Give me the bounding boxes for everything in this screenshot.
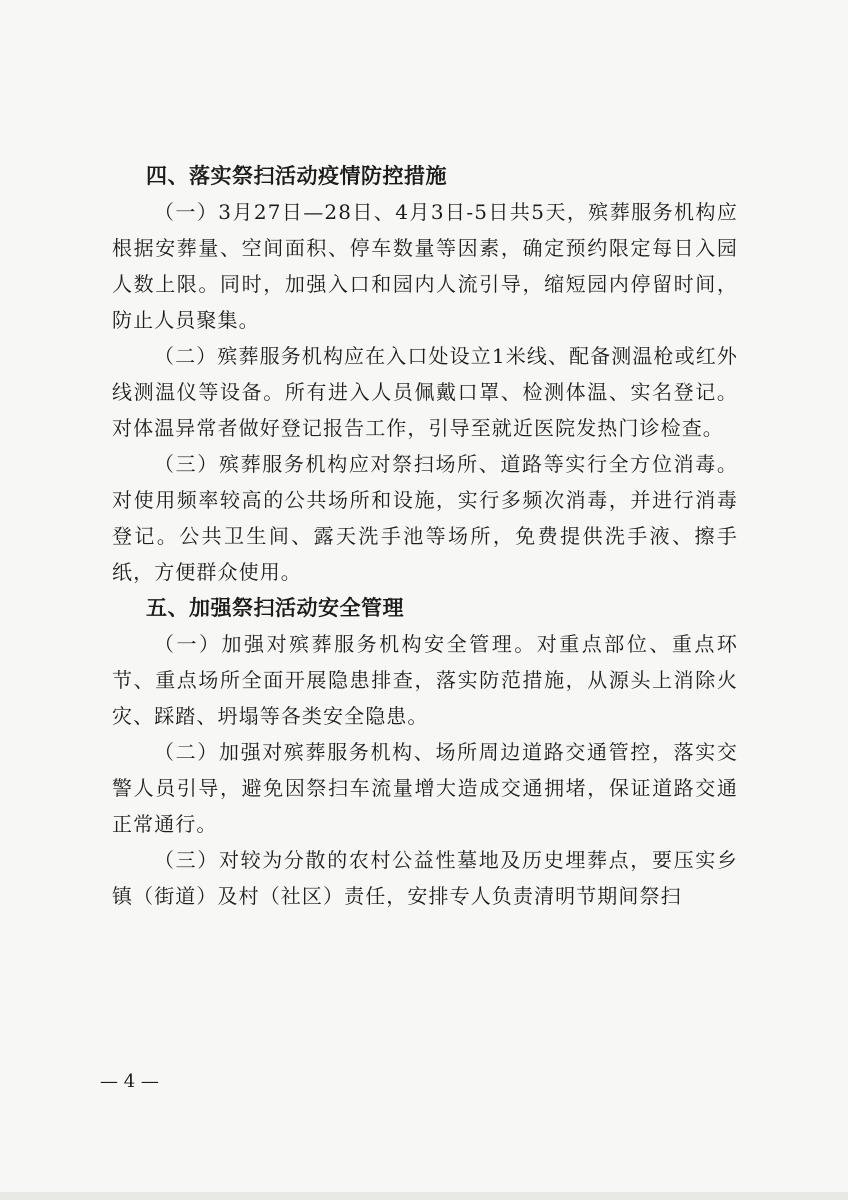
paragraph: （二）殡葬服务机构应在入口处设立1米线、配备测温枪或红外线测温仪等设备。所有进入人员佩戴口罩、检测体温、实名登记。对体温异常者做好登记报告工作，引导至就近医院发热门诊检查。 [112,344,738,440]
section-heading: 四、落实祭扫活动疫情防控措施 [146,164,447,188]
paragraph: （二）加强对殡葬服务机构、场所周边道路交通管控，落实交警人员引导，避免因祭扫车流量增大造成交通拥堵，保证道路交通正常通行。 [112,740,738,836]
paragraph: （一）加强对殡葬服务机构安全管理。对重点部位、重点环节、重点场所全面开展隐患排查，落实防范措施，从源头上消除火灾、踩踏、坍塌等各类安全隐患。 [112,632,738,728]
page-number: — 4 — [100,1071,159,1092]
section-heading: 五、加强祭扫活动安全管理 [146,596,404,620]
document-body [112,158,738,914]
paragraph: （一）3月27日—28日、4月3日-5日共5天，殡葬服务机构应根据安葬量、空间面积、停车数量等因素，确定预约限定每日入园人数上限。同时，加强入口和园内人流引导，缩短园内停留时间，防止人员聚集。 [112,200,738,332]
paragraph: （三）殡葬服务机构应对祭扫场所、道路等实行全方位消毒。对使用频率较高的公共场所和设施，实行多频次消毒，并进行消毒登记。公共卫生间、露天洗手池等场所，免费提供洗手液、擦手纸，方便群众使用。 [112,452,738,584]
page-edge [0,1192,848,1200]
paragraph: （三）对较为分散的农村公益性墓地及历史埋葬点，要压实乡镇（街道）及村（社区）责任，安排专人负责清明节期间祭扫 [112,848,738,908]
